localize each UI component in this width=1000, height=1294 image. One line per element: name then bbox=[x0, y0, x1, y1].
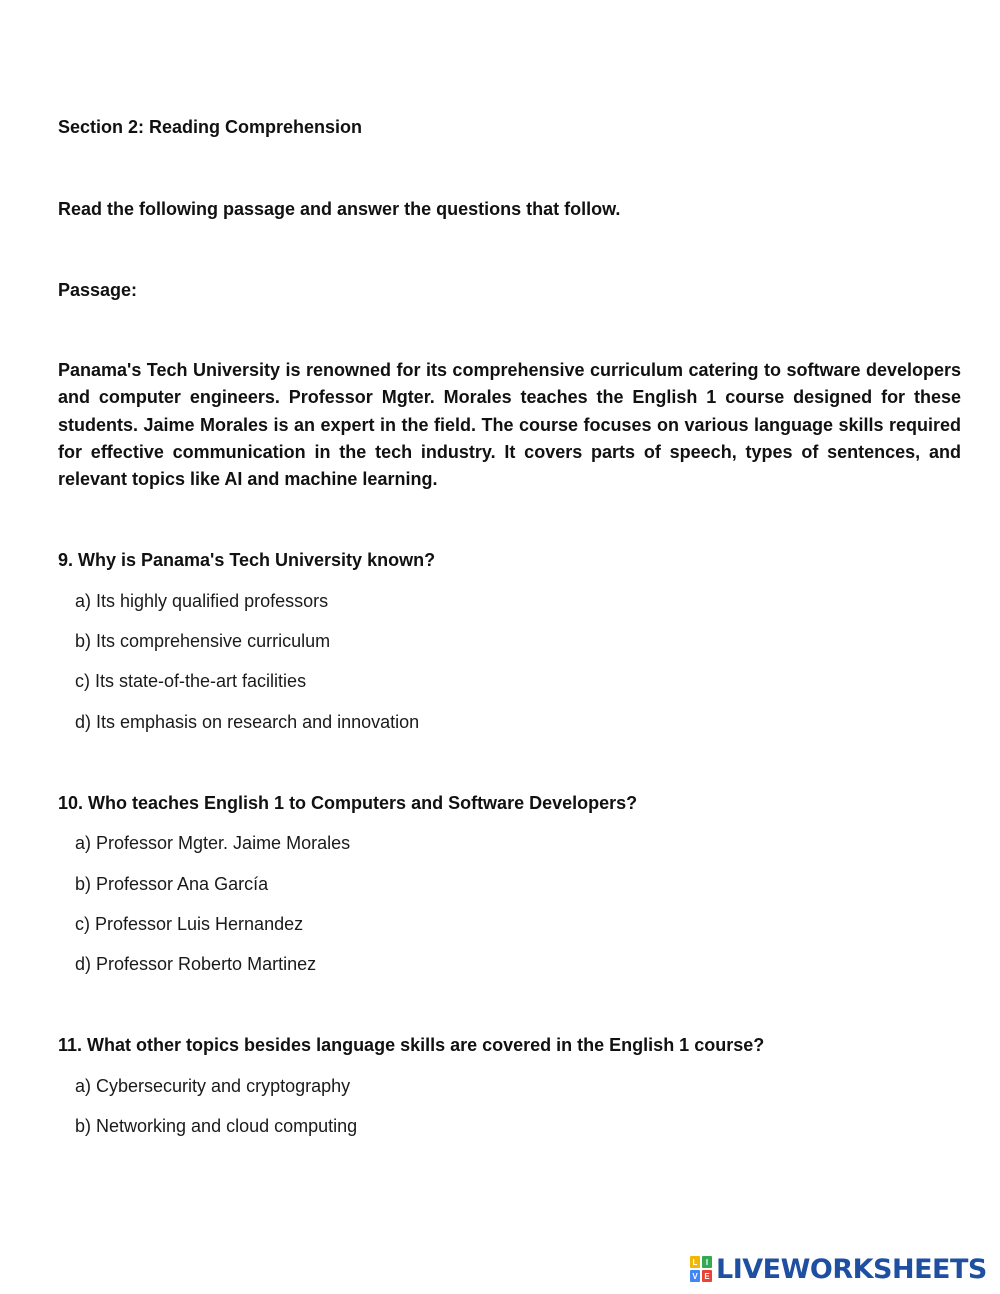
logo-tile-l: L bbox=[690, 1256, 700, 1268]
question-11-option-b: b) Networking and cloud computing bbox=[75, 1116, 358, 1136]
question-10-option-a: a) Professor Mgter. Jaime Morales bbox=[75, 833, 351, 853]
logo-tile-i: I bbox=[702, 1256, 712, 1268]
instructions: Read the following passage and answer the questions that follow. bbox=[58, 199, 621, 219]
liveworksheets-logo-icon bbox=[690, 1256, 712, 1282]
question-9-option-d: d) Its emphasis on research and innovation bbox=[75, 712, 420, 732]
question-11: 11. What other topics besides language skills are covered in the English 1 course? bbox=[58, 1035, 765, 1055]
liveworksheets-wordmark: LIVEWORKSHEETS bbox=[716, 1253, 987, 1285]
question-9-option-a: a) Its highly qualified professors bbox=[75, 591, 329, 611]
question-9-option-b: b) Its comprehensive curriculum bbox=[75, 631, 331, 651]
question-9: 9. Why is Panama's Tech University known? bbox=[58, 550, 436, 570]
logo-tile-v: V bbox=[690, 1270, 700, 1282]
question-9-option-c: c) Its state-of-the-art facilities bbox=[75, 671, 307, 691]
passage-label: Passage: bbox=[58, 280, 138, 300]
question-11-option-a: a) Cybersecurity and cryptography bbox=[75, 1076, 351, 1096]
logo-tile-e: E bbox=[702, 1270, 712, 1282]
question-10-option-d: d) Professor Roberto Martinez bbox=[75, 954, 317, 974]
question-10: 10. Who teaches English 1 to Computers and Software Developers? bbox=[58, 793, 638, 813]
section-title: Section 2: Reading Comprehension bbox=[58, 117, 363, 137]
liveworksheets-logo bbox=[690, 1252, 987, 1286]
question-10-option-b: b) Professor Ana García bbox=[75, 874, 269, 894]
passage-text: Panama's Tech University is renowned for its comprehensive curriculum catering to software developers and computer engineers. Professor Mgter. Morales teaches the English 1 course designed for these students. Jaime Morales is an expert in the field. The course focuses on various language skills required for effective communication in the tech industry. It covers parts of speech, types of sentences, and relevant topics like AI and machine learning. bbox=[58, 360, 961, 490]
question-10-option-c: c) Professor Luis Hernandez bbox=[75, 914, 304, 934]
